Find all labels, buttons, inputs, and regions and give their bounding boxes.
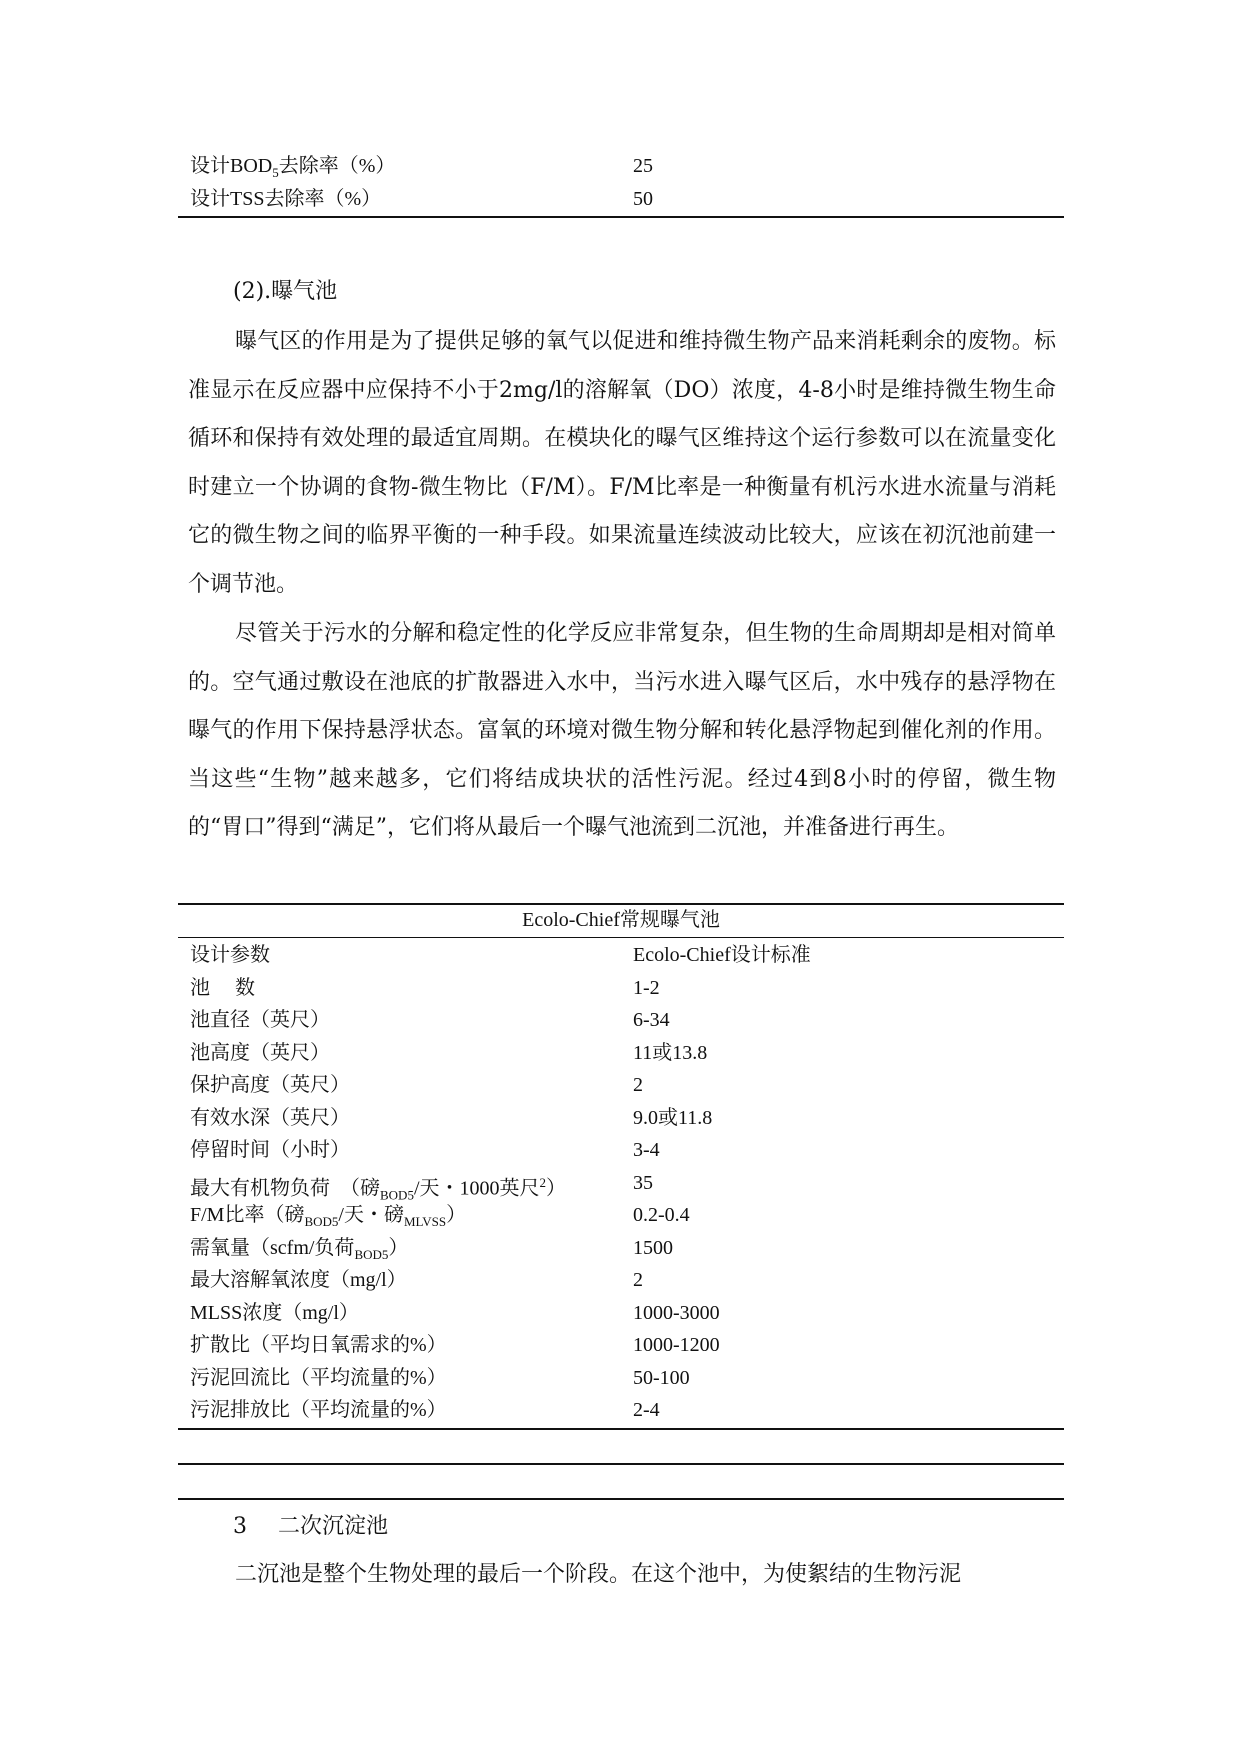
table-cell-value: 3-4 xyxy=(633,1139,660,1161)
table-cell-value: 1500 xyxy=(633,1237,673,1259)
separator-rule xyxy=(178,1498,1064,1500)
table-cell-value: 11或13.8 xyxy=(633,1042,708,1064)
table-row xyxy=(0,1298,1241,1331)
table-cell-param: 最大溶解氧浓度（mg/l） xyxy=(190,1269,407,1291)
table-cell-param-fm-ratio: F/M比率（磅$_{BOD5}$/天・磅$_{MLVSS}$） xyxy=(190,1204,467,1229)
table-row xyxy=(0,1070,1241,1103)
table-cell-param: 保护高度（英尺） xyxy=(190,1074,350,1096)
table-cell-value: 2-4 xyxy=(633,1399,660,1421)
table-cell-param: 池直径（英尺） xyxy=(190,1009,330,1031)
table-title: Ecolo-Chief常规曝气池 xyxy=(522,909,720,931)
table-header-value: Ecolo-Chief设计标准 xyxy=(633,944,811,966)
table-cell-param-oxygen-demand: 需氧量（scfm/负荷$_{BOD5}$） xyxy=(190,1237,409,1262)
table-row xyxy=(0,1168,1241,1201)
table-cell-value: 1000-1200 xyxy=(633,1334,720,1356)
table-row xyxy=(0,1265,1241,1298)
table-cell-param: 污泥排放比（平均流量的%） xyxy=(190,1399,447,1421)
table-param-tss-removal: 设计TSS去除率（%） xyxy=(190,188,382,210)
table-cell-value: 2 xyxy=(633,1269,643,1291)
table-value-bod5-removal: 25 xyxy=(633,155,653,177)
table-row xyxy=(0,1038,1241,1071)
table-row xyxy=(0,1200,1241,1233)
table-row xyxy=(0,1330,1241,1363)
table-cell-value: 6-34 xyxy=(633,1009,670,1031)
table-row xyxy=(0,1395,1241,1428)
table-cell-param: MLSS浓度（mg/l） xyxy=(190,1302,359,1324)
table-row xyxy=(0,1135,1241,1168)
separator-rule xyxy=(178,1463,1064,1465)
paragraph-aeration-1: 曝气区的作用是为了提供足够的氧气以促进和维持微生物产品来消耗剩余的废物。标准显示在反应器中应保持不小于2mg/l的溶解氧（DO）浓度，4-8小时是维持微生物生命循环和保持有效处理的最适宜周期。在模块化的曝气区维持这个运行参数可以在流量变化时建立一个协调的食物-微生物比（F/M）。F/M比率是一种衡量有机污水进水流量与消耗它的微生物之间的临界平衡的一种手段。如果流量连续波动比较大，应该在初沉池前建一个调节池。 xyxy=(188,329,1056,597)
table-header-row xyxy=(0,940,1241,973)
section-number: 3 xyxy=(233,1514,247,1539)
table-cell-value: 0.2-0.4 xyxy=(633,1204,690,1226)
table-title-rule xyxy=(178,937,1064,938)
table-cell-param: 扩散比（平均日氧需求的%） xyxy=(190,1334,447,1356)
table-cell-param-max-organic-load: 最大有机物负荷 （磅$_{BOD5}$/天・1000英尺$^2$） xyxy=(190,1175,567,1203)
table-bottom-rule xyxy=(178,216,1064,218)
table-param-bod5-removal: 设计$BOD_5$去除率（%） xyxy=(190,155,396,180)
paragraph-secondary: 二沉池是整个生物处理的最后一个阶段。在这个池中，为使絮结的生物污泥 xyxy=(235,1562,962,1587)
paragraph-aeration-2: 尽管关于污水的分解和稳定性的化学反应非常复杂，但生物的生命周期却是相对简单的。空气通过敷设在池底的扩散器进入水中，当污水进入曝气区后，水中残存的悬浮物在曝气的作用下保持悬浮状态。富氧的环境对微生物分解和转化悬浮物起到催化剂的作用。当这些“生物”越来越多，它们将结成块状的活性污泥。经过4到8小时的停留，微生物的“胃口”得到“满足”，它们将从最后一个曝气池流到二沉池，并准备进行再生。 xyxy=(188,621,1056,841)
table-row xyxy=(0,1363,1241,1396)
table-cell-param: 污泥回流比（平均流量的%） xyxy=(190,1367,447,1389)
table-bottom-rule xyxy=(178,1428,1064,1430)
table-row xyxy=(0,973,1241,1006)
table-cell-param: 停留时间（小时） xyxy=(190,1139,350,1161)
table-value-tss-removal: 50 xyxy=(633,188,653,210)
section-heading-aeration: (2).曝气池 xyxy=(233,279,338,304)
table-cell-value: 2 xyxy=(633,1074,643,1096)
table-cell-param: 有效水深（英尺） xyxy=(190,1107,350,1129)
table-cell-value: 9.0或11.8 xyxy=(633,1107,713,1129)
table-cell-value: 1-2 xyxy=(633,977,660,999)
table-cell-value: 1000-3000 xyxy=(633,1302,720,1324)
table-cell-param: 池 数 xyxy=(190,977,255,999)
table-cell-value: 50-100 xyxy=(633,1367,690,1389)
table-header-param: 设计参数 xyxy=(190,944,270,966)
table-row xyxy=(0,1233,1241,1266)
table-cell-param: 池高度（英尺） xyxy=(190,1042,330,1064)
table-row xyxy=(0,1103,1241,1136)
table-row xyxy=(0,1005,1241,1038)
section-heading-secondary: 二次沉淀池 xyxy=(278,1514,389,1539)
table-cell-value: 35 xyxy=(633,1172,653,1194)
